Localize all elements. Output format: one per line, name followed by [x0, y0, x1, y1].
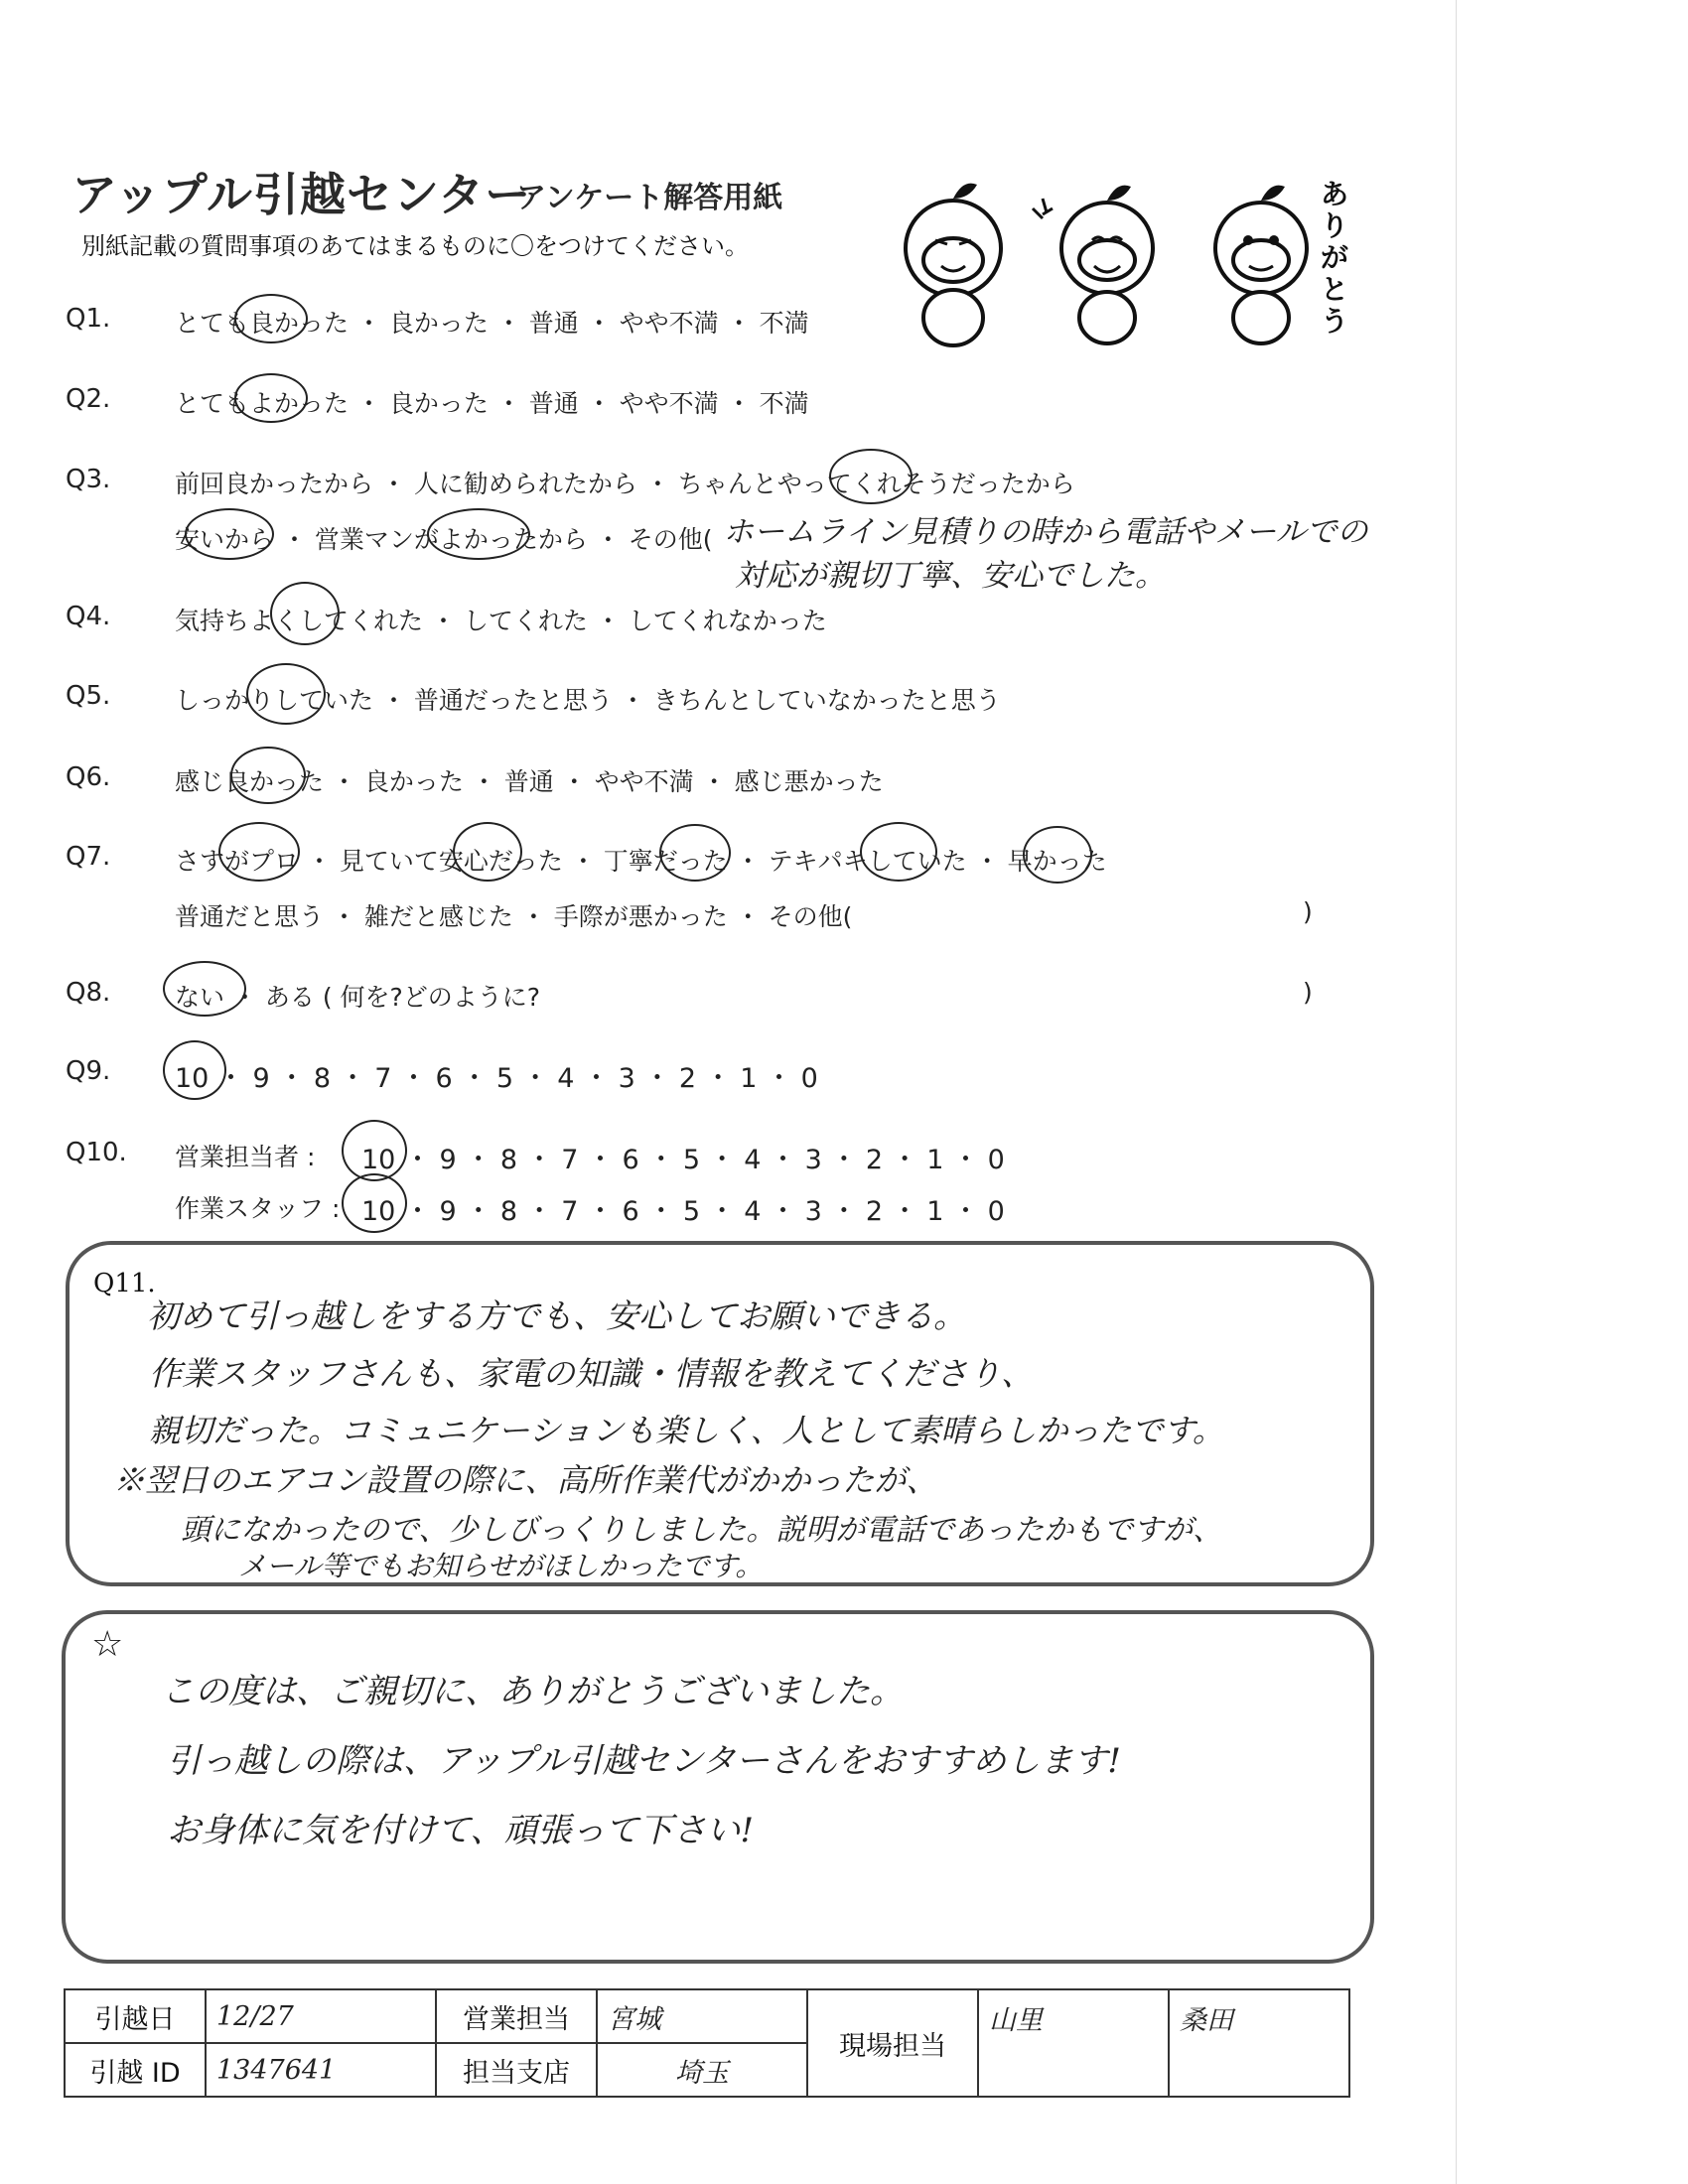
q11-line-4: ※翌日のエアコン設置の際に、高所作業代がかかったが、 — [113, 1461, 938, 1499]
q4-options[interactable]: 気持ちよくしてくれた ・ してくれた ・ してくれなかった — [175, 607, 827, 635]
q3-options-line2[interactable]: 安いから ・ 営業マンがよかったから ・ その他( — [175, 525, 713, 554]
move-date-label: 引越日 — [65, 1989, 206, 2043]
q8-options[interactable]: ない ・ ある ( 何を?どのように? — [175, 983, 541, 1012]
q5-answer-circle — [246, 663, 326, 725]
q3-options-line1[interactable]: 前回良かったから ・ 人に勧められたから ・ ちゃんとやってくれそうだったから — [175, 470, 1075, 498]
q9-answer-circle — [163, 1040, 226, 1100]
q10-staff-answer-circle — [342, 1173, 407, 1233]
instruction-text: 別紙記載の質問事項のあてはまるものに〇をつけてください。 — [81, 232, 749, 260]
q3-answer-circle-3 — [427, 508, 530, 560]
staff-info-table — [64, 1988, 1350, 2098]
q2-answer-circle — [234, 373, 308, 423]
sales-rep-value: 宮城 — [597, 1989, 807, 2043]
q7-answer-circle-4 — [860, 822, 937, 882]
mascot-caption: ありがとう — [1321, 178, 1349, 338]
q3-label: Q3. — [66, 465, 111, 494]
branch-value: 埼玉 — [597, 2043, 807, 2097]
q1-answer-circle — [234, 294, 308, 343]
q7-options-line1[interactable]: さすがプロ ・ 見ていて安心だった ・ 丁寧だった ・ テキパキしていた ・ 早かった — [175, 847, 1107, 876]
mascot-illustration — [884, 169, 1360, 347]
q7-answer-circle-1 — [218, 822, 300, 882]
q11-line-6: メール等でもお知らせがほしかったです。 — [238, 1550, 764, 1582]
q10-label: Q10. — [66, 1138, 127, 1167]
q7-answer-circle-2 — [453, 822, 522, 882]
q11-line-3: 親切だった。コミュニケーションも楽しく、人として素晴らしかったです。 — [149, 1412, 1224, 1449]
survey-title: アップル引越センター — [71, 168, 532, 221]
q10-sales-scale[interactable]: 10 ・ 9 ・ 8 ・ 7 ・ 6 ・ 5 ・ 4 ・ 3 ・ 2 ・ 1 ・ 0 — [361, 1145, 1005, 1175]
q11-line-5: 頭になかったので、少しびっくりしました。説明が電話であったかもですが、 — [181, 1513, 1223, 1548]
q9-label: Q9. — [66, 1056, 111, 1086]
q6-answer-circle — [230, 747, 306, 804]
q11-line-2: 作業スタッフさんも、家電の知識・情報を教えてくださり、 — [149, 1354, 1034, 1393]
q4-answer-circle — [270, 582, 340, 645]
q6-options[interactable]: 感じ良かった ・ 良かった ・ 普通 ・ やや不満 ・ 感じ悪かった — [175, 767, 884, 796]
q8-close: ) — [1303, 978, 1313, 1007]
message-line-3: お身体に気を付けて、頑張って下さい! — [167, 1811, 754, 1850]
q3-answer-circle-1 — [829, 449, 913, 504]
q10-sales-label: 営業担当者 : — [175, 1143, 316, 1171]
q1-options[interactable]: とても良かった ・ 良かった ・ 普通 ・ やや不満 ・ 不満 — [175, 309, 809, 338]
q3-other-text-2: 対応が親切丁寧、安心でした。 — [735, 558, 1166, 594]
survey-subtitle: アンケート解答用紙 — [516, 181, 783, 215]
q11-line-1: 初めて引っ越しをする方でも、安心してお願いできる。 — [147, 1297, 966, 1335]
q11-label: Q11. — [93, 1269, 156, 1298]
q10-staff-label: 作業スタッフ : — [175, 1194, 341, 1223]
branch-label: 担当支店 — [436, 2043, 597, 2097]
q10-sales-answer-circle — [342, 1120, 407, 1181]
q3-other-text-1: ホームライン見積りの時から電話やメールでの — [723, 514, 1368, 550]
q6-label: Q6. — [66, 762, 111, 792]
q3-answer-circle-2 — [185, 508, 274, 560]
site-staff-value-2: 桑田 — [1169, 1989, 1349, 2097]
q7-other-close: ) — [1303, 897, 1313, 926]
move-date-value: 12/27 — [206, 1989, 436, 2043]
q7-answer-circle-3 — [659, 824, 731, 882]
q5-label: Q5. — [66, 681, 111, 711]
q7-options-line2[interactable]: 普通だと思う ・ 雑だと感じた ・ 手際が悪かった ・ その他( — [175, 902, 853, 931]
q2-label: Q2. — [66, 384, 111, 414]
q8-answer-circle — [163, 961, 246, 1017]
sales-rep-label: 営業担当 — [436, 1989, 597, 2043]
message-line-1: この度は、ご親切に、ありがとうございました。 — [161, 1672, 904, 1711]
q1-label: Q1. — [66, 304, 111, 334]
q9-scale[interactable]: 10 ・ 9 ・ 8 ・ 7 ・ 6 ・ 5 ・ 4 ・ 3 ・ 2 ・ 1 ・ 0 — [175, 1063, 818, 1094]
q4-label: Q4. — [66, 602, 111, 631]
q10-staff-scale[interactable]: 10 ・ 9 ・ 8 ・ 7 ・ 6 ・ 5 ・ 4 ・ 3 ・ 2 ・ 1 ・ 0 — [361, 1196, 1005, 1227]
q8-label: Q8. — [66, 978, 111, 1008]
q5-options[interactable]: しっかりしていた ・ 普通だったと思う ・ きちんとしていなかったと思う — [175, 686, 1001, 715]
q7-answer-circle-5 — [1023, 826, 1092, 884]
message-line-2: 引っ越しの際は、アップル引越センターさんをおすすめします! — [167, 1741, 1121, 1781]
site-staff-label: 現場担当 — [807, 1989, 978, 2097]
move-id-value: 1347641 — [206, 2043, 436, 2097]
q2-options[interactable]: とてもよかった ・ 良かった ・ 普通 ・ やや不満 ・ 不満 — [175, 389, 809, 418]
q7-label: Q7. — [66, 842, 111, 872]
star-icon: ☆ — [91, 1624, 124, 1665]
site-staff-value-1: 山里 — [978, 1989, 1169, 2097]
page-edge-line — [1456, 0, 1457, 2184]
move-id-label: 引越 ID — [65, 2043, 206, 2097]
